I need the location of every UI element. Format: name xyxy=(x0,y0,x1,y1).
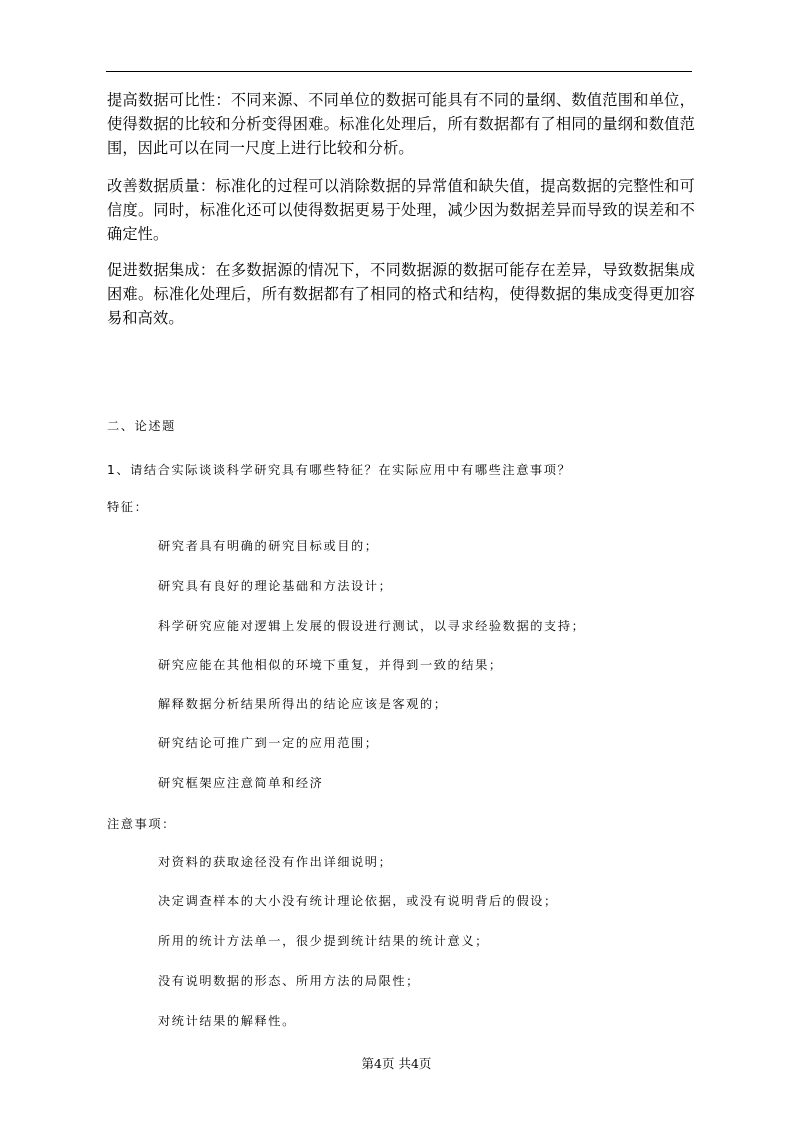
note-item: 对统计结果的解释性。 xyxy=(158,1014,296,1028)
question-text: 1、请结合实际谈谈科学研究具有哪些特征？在实际应用中有哪些注意事项？ xyxy=(107,463,572,477)
notes-label: 注意事项： xyxy=(107,817,176,831)
page-number: 第4页 共4页 xyxy=(361,1056,432,1071)
paragraph-comparability: 提高数据可比性：不同来源、不同单位的数据可能具有不同的量纲、数值范围和单位，使得数据的比较和分析变得困难。标准化处理后，所有数据都有了相同的量纲和数值范围，因此可以在同一尺度上进行比较和分析。 xyxy=(107,91,695,157)
note-item: 对资料的获取途径没有作出详细说明； xyxy=(158,855,393,869)
feature-item: 研究具有良好的理论基础和方法设计； xyxy=(158,579,393,593)
feature-item: 研究结论可推广到一定的应用范围； xyxy=(158,736,379,750)
features-label: 特征： xyxy=(107,500,149,514)
feature-item: 科学研究应能对逻辑上发展的假设进行测试，以寻求经验数据的支持； xyxy=(158,619,586,633)
feature-item: 研究框架应注意简单和经济 xyxy=(158,776,324,790)
feature-item: 研究应能在其他相似的环境下重复，并得到一致的结果； xyxy=(158,658,503,672)
note-item: 没有说明数据的形态、所用方法的局限性； xyxy=(158,974,420,988)
paragraph-data-integration: 促进数据集成：在多数据源的情况下，不同数据源的数据可能存在差异，导致数据集成困难。标准化处理后，所有数据都有了相同的格式和结构，使得数据的集成变得更加容易和高效。 xyxy=(107,261,695,327)
feature-item: 研究者具有明确的研究目标或目的； xyxy=(158,539,379,553)
header-rule xyxy=(106,71,692,72)
note-item: 决定调查样本的大小没有统计理论依据，或没有说明背后的假设； xyxy=(158,894,558,908)
feature-item: 解释数据分析结果所得出的结论应该是客观的； xyxy=(158,697,448,711)
paragraph-data-quality: 改善数据质量：标准化的过程可以消除数据的异常值和缺失值，提高数据的完整性和可信度。同时，标准化还可以使得数据更易于处理，减少因为数据差异而导致的误差和不确定性。 xyxy=(107,177,695,243)
note-item: 所用的统计方法单一，很少提到统计结果的统计意义； xyxy=(158,934,489,948)
section-heading: 二、论述题 xyxy=(107,419,176,433)
